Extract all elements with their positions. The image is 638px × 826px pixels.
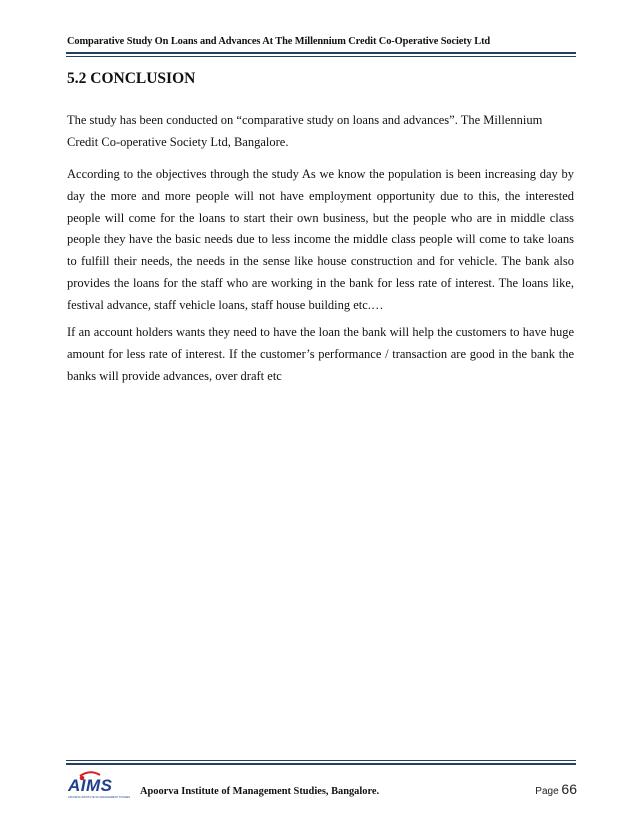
page-number (535, 781, 577, 797)
header-rule (66, 52, 576, 57)
paragraph-1: The study has been conducted on “comparative study on loans and advances”. The Millennium Credit Co-operative Society Ltd, Bangalore. (67, 113, 543, 149)
footer-institute: Apoorva Institute of Management Studies, Bangalore. (140, 786, 380, 797)
section-heading: 5.2 CONCLUSION (67, 70, 196, 87)
header-title: Comparative Study On Loans and Advances At The Millennium Credit Co-Operative Society Ltd (67, 36, 491, 47)
paragraph-3: If an account holders wants they need to have the loan the bank will help the customers to have huge amount for less rate of interest. If the customer’s performance / transaction are good in the bank the banks will provide advances, over draft etc (67, 325, 574, 383)
logo-wordmark: AIMS (68, 776, 113, 795)
logo-subtext: APOORVA INSTITUTE OF MANAGEMENT STUDIES (68, 796, 130, 799)
page-label: Page (535, 786, 559, 797)
aims-logo-icon (66, 767, 130, 803)
footer-rule (66, 760, 576, 765)
page-number-value: 66 (561, 781, 577, 797)
paragraph-2: According to the objectives through the study As we know the population is been increasing day by day the more and more people will not have employment opportunity due to this, the interested people will come for the loans to start their own business, but the people who are in middle class people they have the basic needs due to less income the middle class people will come to take loans to fulfill their needs, the needs in the sense like house construction and for vehicle. The bank also provides the loans for the staff who are working in the bank for less rate of interest. The loans like, festival advance, staff vehicle loans, staff house building etc.… (67, 167, 574, 312)
